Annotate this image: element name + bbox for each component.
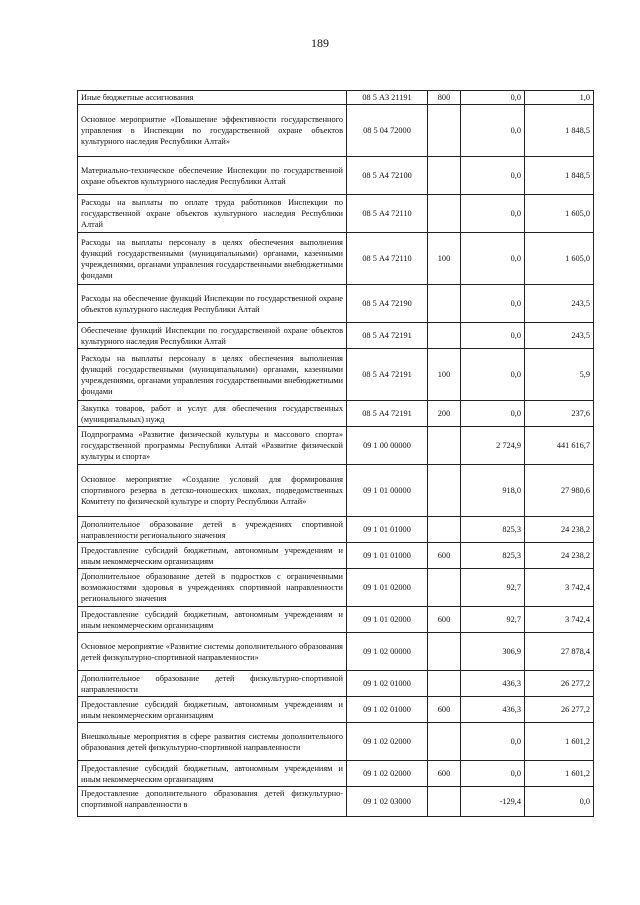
row-name-cell: Материально-техническое обеспечение Инспекции по государственной охране объектов культурного наследия Республики Алтай — [78, 157, 347, 195]
table-row — [78, 323, 594, 349]
table-row — [78, 787, 594, 817]
row-code-cell: 08 5 А4 72110 — [347, 233, 428, 285]
table-row — [78, 233, 594, 285]
table-row — [78, 607, 594, 633]
row-code-cell: 09 1 02 01000 — [347, 671, 428, 697]
row-change-amount-cell: 92,7 — [461, 569, 525, 607]
table-row — [78, 517, 594, 543]
row-change-amount-cell: -129,4 — [461, 787, 525, 817]
row-name-cell: Основное мероприятие «Повышение эффективности государственного управления в Инспекции по государственной охране объектов культурного наследия Республики Алтай» — [78, 105, 347, 157]
table-row — [78, 401, 594, 427]
row-code-cell: 08 5 А4 72190 — [347, 285, 428, 323]
row-total-amount-cell: 1 605,0 — [525, 233, 594, 285]
row-code-cell: 09 1 02 02000 — [347, 761, 428, 787]
row-expense-type-cell — [428, 427, 461, 465]
row-total-amount-cell: 3 742,4 — [525, 569, 594, 607]
page-number: 189 — [311, 36, 329, 50]
row-code-cell: 08 5 А4 72191 — [347, 349, 428, 401]
row-expense-type-cell — [428, 323, 461, 349]
row-change-amount-cell: 0,0 — [461, 157, 525, 195]
row-expense-type-cell — [428, 465, 461, 517]
row-name-cell: Предоставление субсидий бюджетным, автономным учреждениям и иным некоммерческим организациям — [78, 607, 347, 633]
row-change-amount-cell: 0,0 — [461, 285, 525, 323]
row-code-cell: 09 1 01 01000 — [347, 543, 428, 569]
row-change-amount-cell: 918,0 — [461, 465, 525, 517]
row-expense-type-cell: 100 — [428, 349, 461, 401]
row-code-cell: 09 1 01 00000 — [347, 465, 428, 517]
row-total-amount-cell: 26 277,2 — [525, 697, 594, 723]
row-name-cell: Расходы на выплаты персоналу в целях обеспечения выполнения функций государственными (муниципальными) органами, казенными учреждениями, органами управления государственными внебюджетными фондами — [78, 349, 347, 401]
table-row — [78, 157, 594, 195]
row-expense-type-cell — [428, 569, 461, 607]
row-total-amount-cell: 243,5 — [525, 285, 594, 323]
row-total-amount-cell: 1 848,5 — [525, 157, 594, 195]
row-expense-type-cell: 200 — [428, 401, 461, 427]
row-change-amount-cell: 436,3 — [461, 697, 525, 723]
row-name-cell: Дополнительное образование детей в учреждениях спортивной направленности регионального значения — [78, 517, 347, 543]
row-code-cell: 08 5 А4 72100 — [347, 157, 428, 195]
row-expense-type-cell — [428, 157, 461, 195]
row-name-cell: Закупка товаров, работ и услуг для обеспечения государственных (муниципальных) нужд — [78, 401, 347, 427]
row-expense-type-cell: 600 — [428, 761, 461, 787]
row-code-cell: 09 1 01 02000 — [347, 607, 428, 633]
row-change-amount-cell: 0,0 — [461, 91, 525, 105]
row-name-cell: Предоставление субсидий бюджетным, автономным учреждениям и иным некоммерческим организациям — [78, 543, 347, 569]
row-code-cell: 08 5 А4 72191 — [347, 401, 428, 427]
row-change-amount-cell: 0,0 — [461, 105, 525, 157]
table-row — [78, 723, 594, 761]
table-row — [78, 285, 594, 323]
row-total-amount-cell: 441 616,7 — [525, 427, 594, 465]
table-row — [78, 543, 594, 569]
row-name-cell: Внешкольные мероприятия в сфере развития системы дополнительного образования детей физкультурно-спортивной направленности — [78, 723, 347, 761]
table-row — [78, 427, 594, 465]
row-expense-type-cell: 800 — [428, 91, 461, 105]
row-code-cell: 09 1 02 03000 — [347, 787, 428, 817]
table-row — [78, 761, 594, 787]
row-change-amount-cell: 0,0 — [461, 723, 525, 761]
row-total-amount-cell: 1,0 — [525, 91, 594, 105]
row-total-amount-cell: 1 601,2 — [525, 761, 594, 787]
row-name-cell: Расходы на выплаты персоналу в целях обеспечения выполнения функций государственными (муниципальными) органами, казенными учреждениями, органами управления государственными внебюджетными фондами — [78, 233, 347, 285]
row-expense-type-cell — [428, 195, 461, 233]
row-total-amount-cell: 26 277,2 — [525, 671, 594, 697]
row-total-amount-cell: 5,9 — [525, 349, 594, 401]
row-change-amount-cell: 825,3 — [461, 517, 525, 543]
row-code-cell: 09 1 01 01000 — [347, 517, 428, 543]
table-row — [78, 91, 594, 105]
row-name-cell: Основное мероприятие «Создание условий для формирования спортивного резерва в детско-юношеских школах, подведомственных Комитету по физической культуре и спорту Республики Алтай» — [78, 465, 347, 517]
row-name-cell: Подпрограмма «Развитие физической культуры и массового спорта» государственной программы Республики Алтай «Развитие физической культуры и спорта» — [78, 427, 347, 465]
row-name-cell: Дополнительное образование детей в подростков с ограниченными возможностями здоровья в учреждениях спортивной направленности регионального значения — [78, 569, 347, 607]
row-expense-type-cell — [428, 787, 461, 817]
row-name-cell: Иные бюджетные ассигнования — [78, 91, 347, 105]
row-change-amount-cell: 0,0 — [461, 323, 525, 349]
row-change-amount-cell: 0,0 — [461, 349, 525, 401]
row-total-amount-cell: 3 742,4 — [525, 607, 594, 633]
table-row — [78, 195, 594, 233]
row-change-amount-cell: 436,3 — [461, 671, 525, 697]
row-code-cell: 09 1 02 02000 — [347, 723, 428, 761]
row-expense-type-cell — [428, 723, 461, 761]
row-total-amount-cell: 237,6 — [525, 401, 594, 427]
row-total-amount-cell: 27 980,6 — [525, 465, 594, 517]
row-expense-type-cell: 600 — [428, 697, 461, 723]
row-code-cell: 09 1 00 00000 — [347, 427, 428, 465]
row-expense-type-cell — [428, 633, 461, 671]
row-expense-type-cell: 100 — [428, 233, 461, 285]
table-row — [78, 633, 594, 671]
row-expense-type-cell: 600 — [428, 607, 461, 633]
row-change-amount-cell: 825,3 — [461, 543, 525, 569]
row-change-amount-cell: 2 724,9 — [461, 427, 525, 465]
row-change-amount-cell: 92,7 — [461, 607, 525, 633]
row-expense-type-cell — [428, 105, 461, 157]
row-change-amount-cell: 0,0 — [461, 761, 525, 787]
row-total-amount-cell: 27 878,4 — [525, 633, 594, 671]
table-row — [78, 349, 594, 401]
row-total-amount-cell: 0,0 — [525, 787, 594, 817]
row-expense-type-cell — [428, 285, 461, 323]
row-total-amount-cell: 24 238,2 — [525, 517, 594, 543]
row-change-amount-cell: 0,0 — [461, 233, 525, 285]
row-change-amount-cell: 306,9 — [461, 633, 525, 671]
row-name-cell: Расходы на обеспечение функций Инспекции по государственной охране объектов культурного наследия Республики Алтай — [78, 285, 347, 323]
table-row — [78, 569, 594, 607]
row-name-cell: Обеспечение функций Инспекции по государственной охране объектов культурного наследия Республики Алтай — [78, 323, 347, 349]
budget-table — [77, 90, 594, 817]
row-name-cell: Расходы на выплаты по оплате труда работников Инспекции по государственной охране объектов культурного наследия Республики Алтай — [78, 195, 347, 233]
row-name-cell: Предоставление дополнительного образования детей физкультурно-спортивной направленности в — [78, 787, 347, 817]
row-name-cell: Основное мероприятие «Развитие системы дополнительного образования детей физкультурно-спортивной направленности» — [78, 633, 347, 671]
row-total-amount-cell: 1 605,0 — [525, 195, 594, 233]
row-change-amount-cell: 0,0 — [461, 401, 525, 427]
row-code-cell: 08 5 А3 21191 — [347, 91, 428, 105]
row-code-cell: 09 1 02 01000 — [347, 697, 428, 723]
row-total-amount-cell: 24 238,2 — [525, 543, 594, 569]
row-expense-type-cell: 600 — [428, 543, 461, 569]
row-expense-type-cell — [428, 517, 461, 543]
row-name-cell: Предоставление субсидий бюджетным, автономным учреждениям и иным некоммерческим организациям — [78, 697, 347, 723]
table-row — [78, 671, 594, 697]
table-row — [78, 465, 594, 517]
table-row — [78, 105, 594, 157]
table-row — [78, 697, 594, 723]
row-name-cell: Дополнительное образование детей физкультурно-спортивной направленности — [78, 671, 347, 697]
row-code-cell: 08 5 04 72000 — [347, 105, 428, 157]
row-expense-type-cell — [428, 671, 461, 697]
row-name-cell: Предоставление субсидий бюджетным, автономным учреждениям и иным некоммерческим организациям — [78, 761, 347, 787]
row-total-amount-cell: 243,5 — [525, 323, 594, 349]
row-code-cell: 09 1 01 02000 — [347, 569, 428, 607]
row-change-amount-cell: 0,0 — [461, 195, 525, 233]
row-total-amount-cell: 1 601,2 — [525, 723, 594, 761]
row-code-cell: 08 5 А4 72191 — [347, 323, 428, 349]
row-code-cell: 09 1 02 00000 — [347, 633, 428, 671]
row-total-amount-cell: 1 848,5 — [525, 105, 594, 157]
row-code-cell: 08 5 А4 72110 — [347, 195, 428, 233]
